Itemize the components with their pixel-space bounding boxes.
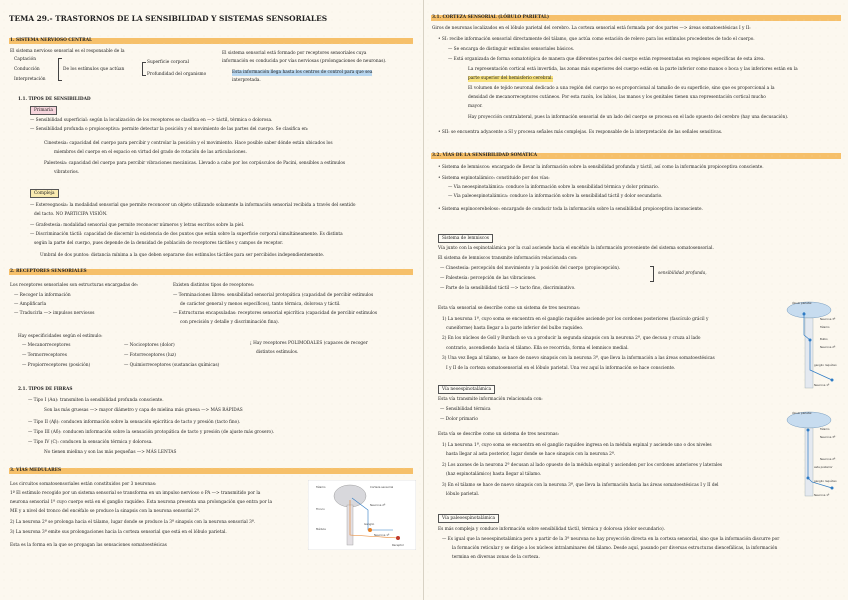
pal-text: Es más compleja y conduce información sobre sensibilidad táctil, térmica y dolorosa (dolor secundario).	[438, 527, 666, 532]
section-1-heading: 1. SISTEMA NERVIOSO CENTRAL	[10, 38, 93, 43]
paleo-label: Vía paleoespinotalámica	[438, 514, 499, 523]
receptor-type: — Fotorreceptores (luz)	[124, 353, 176, 358]
receptor-text: Los receptores sensoriales son estructuras encargadas de:	[10, 283, 139, 288]
cs-text: — Se encarga de distinguir estímulos sensoriales básicos.	[448, 47, 575, 52]
neo-text: 1) La neurona 1ª, cuyo soma se encuentra en el ganglio raquídeo ingresa en la médula espinal y asciende uno o dos niveles	[442, 443, 712, 448]
fig-label: Tálamo	[820, 427, 830, 431]
fiber-text: — Tipo I (Aα): transmiten la sensibilidad profunda consciente.	[28, 398, 164, 403]
fig-label: Tronco	[316, 507, 325, 511]
fig-label: Neurona 2ª	[820, 345, 836, 349]
fig-label: Receptor	[392, 543, 405, 547]
lem-text: 2) En los núcleos de Goll y Burdach se va a producir la segunda sinapsis con la neurona 2ª, que decusa y cruza al lado	[442, 336, 701, 341]
fig-label: Neurona 2ª	[370, 503, 386, 507]
fig-label: lóbulo parietal	[792, 411, 812, 415]
receptor-text: con precisión y detalle y discriminación fina).	[180, 320, 280, 325]
neo-text: — Dolor primario	[440, 417, 478, 422]
compleja-label: Compleja	[30, 189, 59, 198]
bracket	[58, 58, 62, 81]
receptor-text: — Estructuras encapsuladas: receptores sensorial epicrítica (capacidad de percibir estímulos	[173, 311, 378, 316]
s1-item: Interpretación	[14, 77, 46, 82]
lem-text: 1) La neurona 1ª, cuyo soma se encuentra en el ganglio raquídeo asciende por los cordones posteriores (fascículo grácil y	[442, 317, 709, 322]
lem-text: El sistema de lemniscos transmite información relacionada con:	[438, 256, 578, 261]
page-title: TEMA 29.- TRASTORNOS DE LA SENSIBILIDAD Y SISTEMAS SENSORIALES	[9, 14, 328, 23]
compleja-text: del tacto. NO PARTICIPA VISIÓN.	[34, 212, 108, 217]
neo-text: Esta vía se describe como un sistema de tres neuronas:	[438, 432, 560, 437]
fig-label: Corteza sensorial	[370, 485, 394, 489]
cs-text: mayor.	[468, 104, 483, 109]
receptor-type: — Propiorreceptores (posición)	[22, 363, 91, 368]
primaria-text: — Sensibilidad profunda o propioceptiva: permite detectar la posición y el movimiento de las partes del cuerpo. Se clasifica en:	[30, 127, 309, 132]
primaria-text: Palestesia: capacidad del cuerpo para percibir vibraciones mecánicas. Llevado a cabo por los corpúsculos de Pacini, sensibles a estímulos	[44, 161, 346, 166]
fig-label: asta posterior	[814, 465, 833, 469]
vs-text: — Vía paleoespinotalámica: conduce la información sobre la sensibilidad táctil y dolor secundario.	[448, 194, 663, 199]
section-2-heading: 2. RECEPTORES SENSORIALES	[10, 269, 87, 274]
lem-text: — Cinestesia: percepción del movimiento y la posición del cuerpo (propiocepción).	[440, 266, 621, 271]
s1-intro: El sistema nervioso sensorial es el responsable de la	[10, 49, 125, 54]
fig-label: Neurona 1ª	[814, 493, 830, 497]
s1-deep: Profundidad del organismo	[147, 72, 207, 77]
section-3-2-heading: 3.2. VÍAS DE LA SENSIBILIDAD SOMÁTICA	[432, 153, 538, 158]
lem-text: cuneiforme) hasta llegar a la parte inferior del bulbo raquídeo.	[446, 326, 584, 331]
fig-label: Neurona 1ª	[374, 533, 390, 537]
neo-text: — Sensibilidad térmica	[440, 407, 491, 412]
vs-text: — Vía neoespinotalámica: conduce la información sobre la sensibilidad térmica y dolor primario.	[448, 185, 659, 190]
bracket	[650, 266, 654, 282]
lem-text: Esta vía sensorial se describe como un sistema de tres neuronas:	[438, 306, 581, 311]
section-3-1-heading: 3.1. CORTEZA SENSORIAL (LÓBULO PARIETAL)	[432, 15, 550, 20]
receptor-type: — Nociceptores (dolor)	[124, 343, 175, 348]
compleja-text: — Grafestesia: modalidad sensorial que permite reconocer números y letras escritos sobre la piel.	[30, 223, 245, 228]
s1-surf: Superficie corporal	[147, 60, 189, 65]
pal-text: termina en diversas zonas de la corteza.	[452, 555, 540, 560]
neo-text: Esta vía transmite información relacionada con:	[438, 397, 543, 402]
neo-text: 3) En el tálamo se hace de nuevo sinapsis con la neurona 3ª, que lleva la información hacia las áreas somatoestésicas I y II del	[442, 483, 719, 488]
cs-text: El volumen de tejido neuronal dedicado a una región del cuerpo no es proporcional al tamaño de su superficie, sino que es proporcional a la	[468, 86, 775, 91]
fiber-text: — Tipo III (Aδ): conducen información sobre la sensación protopática de tacto y presión (de ajuste más grosero).	[28, 430, 275, 435]
neo-text: hasta llegar al asta posterior, lugar donde se hace sinapsis con la neurona 2ª.	[446, 452, 616, 457]
lem-text: contrario, ascendiendo hacia el tálamo. Ella se recorrida, forma el lemnisco medial.	[446, 346, 629, 351]
fig-label: Ganglio	[364, 522, 375, 526]
lem-side-note: sensibilidad profunda,	[658, 271, 707, 276]
fig-label: Neurona 2ª	[820, 457, 836, 461]
receptor-text: de carácter general y menos específicos), tanto térmica, dolorosa y táctil.	[180, 302, 341, 307]
receptor-text: — Terminaciones libres: sensibilidad sensorial protopática (capacidad de percibir estímulos	[173, 293, 374, 298]
receptor-note: ¡ Hay receptores POLIMODALES (capaces de recoger	[250, 341, 368, 346]
neo-label: Vía neoespinotalámica	[438, 385, 495, 394]
lem-text: Vía junto con la espinotalámica por la cual asciende hacia el encéfalo la información proveniente del sistema somatosensorial.	[438, 246, 714, 251]
neo-figure	[774, 410, 844, 500]
vs-text: • Sistema espinotalámico: constituido por dos vías:	[438, 176, 550, 181]
s1-note: interpretada.	[232, 78, 261, 83]
via-text: 1º El estímulo recogido por un sistema sensorial se transforma en un impulso nervioso o PA —> transmitido por la	[10, 491, 261, 496]
cs-text: • SI: recibe información sensorial directamente del tálamo, que actúa como estación de relevo para los estímulos procedentes de todo el cuerpo.	[438, 37, 755, 42]
fig-label: Neurona 3ª	[820, 435, 836, 439]
receptor-item: — Amplificarla	[14, 302, 47, 307]
fig-label: Neurona 1ª	[814, 383, 830, 387]
lemniscos-label: Sistema de lemniscos	[438, 234, 493, 243]
cs-text: • SII: se encuentra adyacente a SI y procesa señales más complejas. Es responsable de la interpretación de las señales sensitivas.	[438, 130, 723, 135]
cs-text: parte superior del hemisferio cerebral.	[468, 76, 553, 81]
receptor-type: — Termorreceptores	[22, 353, 67, 358]
via-text: 2) La neurona 2ª se prolonga hacia el tálamo, lugar donde se produce la 3ª sinapsis con la neurona sensorial 3ª.	[10, 520, 256, 525]
receptor-item: — Traducirla —> impulsos nerviosos	[14, 311, 95, 316]
via-text: Los circuitos somatosensoriales están constituidos por 3 neuronas:	[10, 482, 157, 487]
neo-text: lóbulo parietal.	[446, 492, 480, 497]
cs-text: Giros de neuronas localizados en el lóbulo parietal del cerebro. La corteza sensorial está formada por dos partes —> áreas somatoestésicas I y II:	[432, 26, 751, 31]
fig-label: Médula	[316, 527, 326, 531]
lem-text: 3) Una vez llega al tálamo, se hace de nuevo sinapsis con la neurona 3ª, que lleva la información a las áreas somatoestésicas	[442, 356, 715, 361]
via-text: ME y a nivel del tronco del encéfalo se produce la sinapsis con la neurona sensorial 2ª.	[10, 509, 201, 514]
s1-de: De los estímulos que actúan	[63, 67, 125, 72]
receptor-text: Hay especificidades según el estímulo:	[18, 334, 103, 339]
subsection-1-1: 1.1. TIPOS DE SENSIBILIDAD	[18, 97, 91, 102]
fig-label: ganglio raquídeo	[814, 363, 837, 367]
pathway-figure	[308, 480, 416, 550]
receptor-text: Existen distintos tipos de receptores:	[173, 283, 255, 288]
section-bar	[9, 468, 413, 474]
compleja-text: — Discriminación táctil: capacidad de discernir la existencia de dos puntos que están sobre la superficie corporal simultáneamente. Es distinta	[30, 232, 343, 237]
compleja-text: — Estereognosia: la modalidad sensorial que permite reconocer un objeto utilizando solamente la información sensorial recibida a través del sentido	[30, 203, 356, 208]
primaria-text: miembros del cuerpo en el espacio en virtud del grado de rotación de las articulaciones.	[54, 150, 247, 155]
cs-text: densidad de mecanorreceptores cutáneos. Por esta razón, los labios, las manos y los genitales tienen una representación cortical mucho	[468, 95, 766, 100]
lem-text: I y II de la corteza somatosensorial en el lóbulo parietal. Una vez aquí la información se hace consciente.	[446, 366, 676, 371]
neo-text: (haz espinotalámico) hasta llegar al tálamo.	[446, 472, 542, 477]
primaria-label: Primaria	[30, 106, 57, 115]
cs-text: — Está organizada de forma somatotópica de manera que diferentes partes del cuerpo están representadas en regiones específicas de esta área.	[448, 57, 765, 62]
compleja-text: Umbral de dos puntos: distancia mínima a la que deben separarse dos estímulos táctiles para ser percibidos independientemente.	[40, 253, 325, 258]
vs-text: • Sistema espinocerebeloso: encargado de conducir toda la información sobre la sensibilidad propioceptiva inconsciente.	[438, 207, 703, 212]
s1-note: Esta información llega hasta los centros de control para que sea	[232, 70, 373, 75]
cs-text: Hay proyección contralateral, pues la información sensorial de un lado del cuerpo se procesa en el lado opuesto del cerebro (hay una decusación).	[468, 115, 789, 120]
via-text: Esta es la forma en la que se propagan las sensaciones somatoestésicas	[10, 543, 167, 548]
primaria-text: — Sensibilidad superficial: según la localización de los receptores se clasifica en —> táctil, térmica o dolorosa.	[30, 118, 273, 123]
fiber-text: — Tipo II (Aβ): conducen información sobre la sensación epicrítica de tacto y presión (tacto fino).	[28, 420, 241, 425]
section-3-heading: 3. VÍAS MEDULARES	[10, 468, 62, 473]
fiber-text: No tienen mielina y son las más pequeñas —> MÁS LENTAS	[44, 450, 177, 455]
fig-label: Tálamo	[820, 325, 830, 329]
via-text: 3) La neurona 3ª emite sus prolongaciones hacia la corteza sensorial que está en el lóbulo parietal.	[10, 530, 227, 535]
s1-note: información es conducida por vías nerviosas (prolongaciones de neuronas).	[222, 59, 387, 64]
lem-text: — Parte de la sensibilidad táctil —> tacto fino, discriminativo.	[440, 286, 576, 291]
lem-text: — Palestesia: percepción de las vibraciones.	[440, 276, 537, 281]
receptor-type: — Mecanorreceptores	[22, 343, 71, 348]
right-page	[424, 0, 848, 600]
primaria-text: vibratorios.	[54, 170, 80, 175]
fig-label: Bulbo	[820, 337, 828, 341]
lemniscos-figure	[774, 300, 844, 392]
neo-text: 2) Los axones de la neurona 2ª decusan al lado opuesto de la médula espinal y ascienden por los cordones anteriores y laterales	[442, 463, 723, 468]
s1-item: Captación	[14, 57, 37, 62]
pal-text: la formación reticular y se dirige a los núcleos intralaminares del tálamo. Desde aquí, pasando por diversas estructuras diencefálicas, la información	[452, 546, 778, 551]
fiber-text: — Tipo IV (C): conducen la sensación térmica y dolorosa.	[28, 440, 153, 445]
s1-note: El sistema sensorial está formado por receptores sensoriales cuya	[222, 51, 367, 56]
compleja-text: según la parte del cuerpo, pues depende de la densidad de población de receptores táctiles y campos de receptor.	[34, 241, 284, 246]
fig-label: Tálamo	[316, 485, 326, 489]
fig-label: lóbulo parietal	[792, 301, 812, 305]
pal-text: — Es igual que la neoespinotalámica pero a partir de la 3ª neurona no hay proyección directa en la corteza sensorial, sino que la información discurre por	[442, 537, 780, 542]
primaria-text: Cinestesia: capacidad del cuerpo para percibir y controlar la posición y el movimiento. Hace posible saber dónde están ubicados los	[44, 141, 333, 146]
fig-label: ganglio raquídeo	[814, 479, 837, 483]
receptor-item: — Recoger la información	[14, 293, 71, 298]
s1-item: Conducción	[14, 67, 40, 72]
fiber-text: Son las más gruesas —> mayor diámetro y capa de mielina más gruesa —> MÁS RÁPIDAS	[44, 408, 243, 413]
receptor-note: distintos estímulos.	[256, 350, 299, 355]
vs-text: • Sistema de lemniscos: encargado de llevar la información sobre la sensibilidad profunda y táctil, así como la información propioceptiva consciente.	[438, 165, 764, 170]
cs-text: La representación cortical está invertida, las zonas más superiores del cuerpo están en la parte inferior como manos o boca y las inferiores están en la	[468, 67, 798, 72]
fig-label: Neurona 3ª	[820, 317, 836, 321]
receptor-type: — Quimiorreceptores (sustancias químicas)	[124, 363, 220, 368]
via-text: neurona sensorial 1ª cuyo cuerpo está en el ganglio raquídeo. Esta neurona presenta una prolongación que entra por la	[10, 500, 273, 505]
subsection-2-1: 2.1. TIPOS DE FIBRAS	[18, 387, 73, 392]
bracket	[142, 62, 146, 76]
